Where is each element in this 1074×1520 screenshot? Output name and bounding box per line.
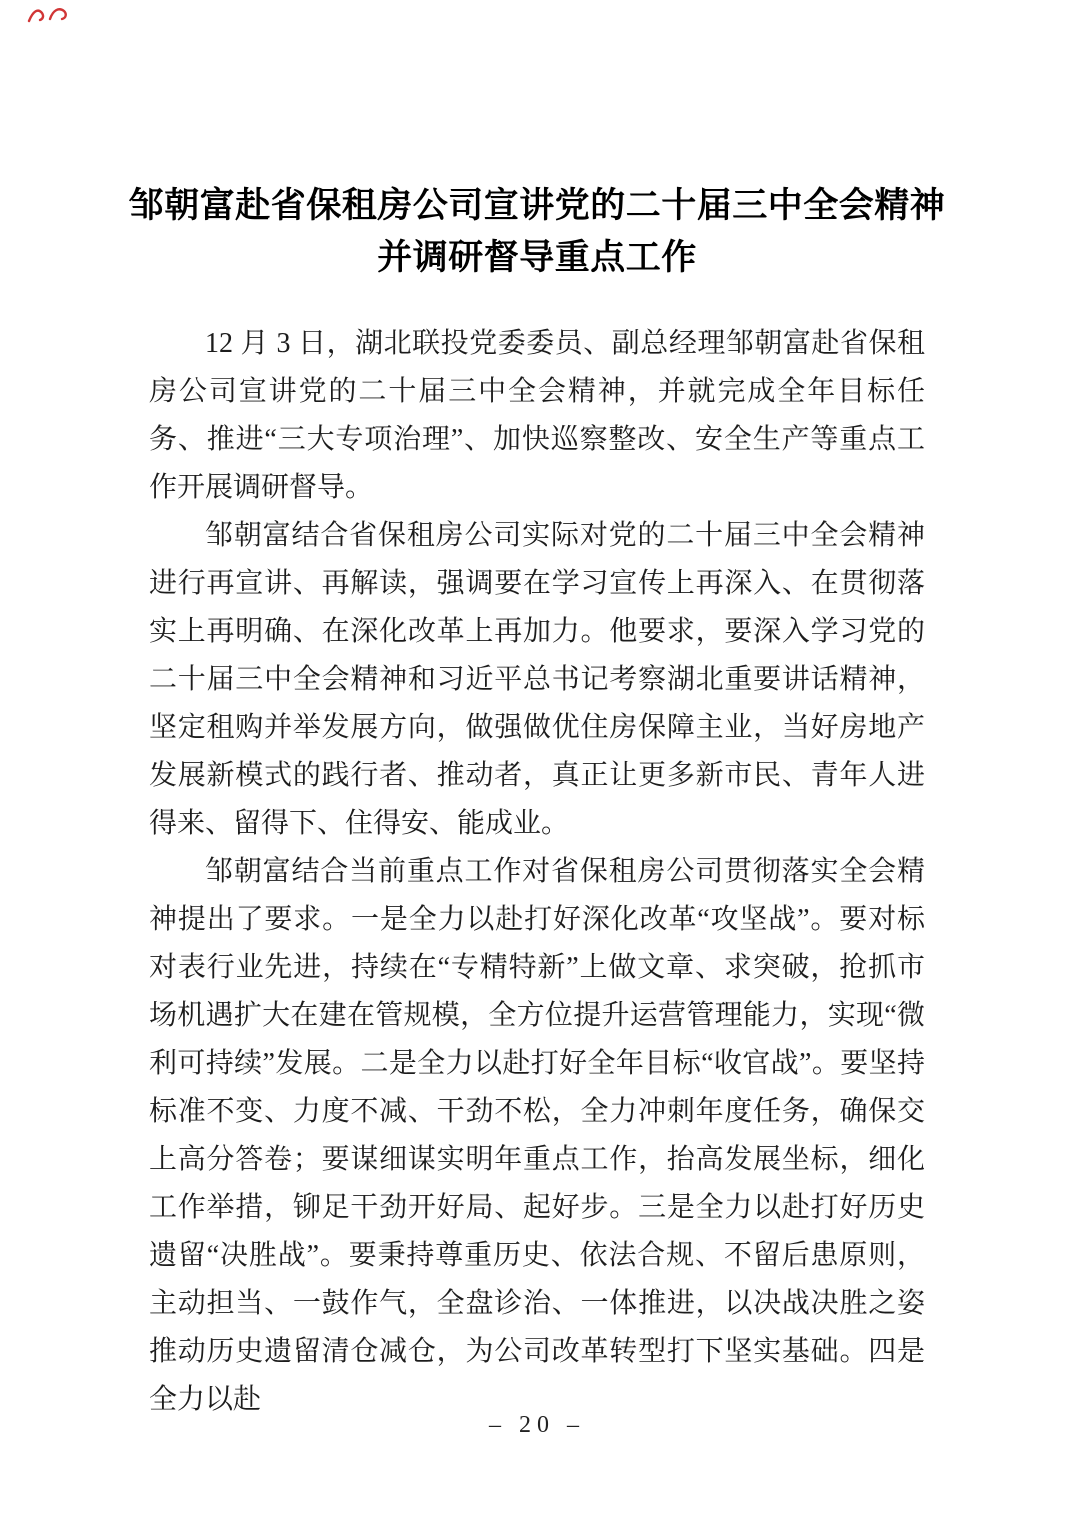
document-title-line1: 邹朝富赴省保租房公司宣讲党的二十届三中全会精神 <box>128 186 946 225</box>
document-title <box>0 180 1074 284</box>
red-ink-mark <box>26 4 70 26</box>
page-footer <box>0 1412 1074 1439</box>
paragraph-3: 邹朝富结合当前重点工作对省保租房公司贯彻落实全会精神提出了要求。一是全力以赴打好深化改革“攻坚战”。要对标对表行业先进，持续在“专精特新”上做文章、求突破，抢抓市场机遇扩大在建在管规模，全方位提升运营管理能力，实现“微利可持续”发展。二是全力以赴打好全年目标“收官战”。要坚持标准不变、力度不减、干劲不松，全力冲刺年度任务，确保交上高分答卷；要谋细谋实明年重点工作，抬高发展坐标，细化工作举措，铆足干劲开好局、起好步。三是全力以赴打好历史遗留“决胜战”。要秉持尊重历史、依法合规、不留后患原则，主动担当、一鼓作气，全盘诊治、一体推进，以决战决胜之姿推动历史遗留清仓减仓，为公司改革转型打下坚实基础。四是全力以赴 <box>149 856 925 1415</box>
document-title-line2: 并调研督导重点工作 <box>377 238 697 277</box>
paragraph-2: 邹朝富结合省保租房公司实际对党的二十届三中全会精神进行再宣讲、再解读，强调要在学习宣传上再深入、在贯彻落实上再明确、在深化改革上再加力。他要求，要深入学习党的二十届三中全会精神和习近平总书记考察湖北重要讲话精神，坚定租购并举发展方向，做强做优住房保障主业，当好房地产发展新模式的践行者、推动者，真正让更多新市民、青年人进得来、留得下、住得安、能成业。 <box>149 520 925 839</box>
page-number: – 20 – <box>489 1412 585 1438</box>
paragraph-1: 12 月 3 日，湖北联投党委委员、副总经理邹朝富赴省保租房公司宣讲党的二十届三中全会精神，并就完成全年目标任务、推进“三大专项治理”、加快巡察整改、安全生产等重点工作开展调研督导。 <box>149 328 925 503</box>
document-body <box>149 320 925 1424</box>
